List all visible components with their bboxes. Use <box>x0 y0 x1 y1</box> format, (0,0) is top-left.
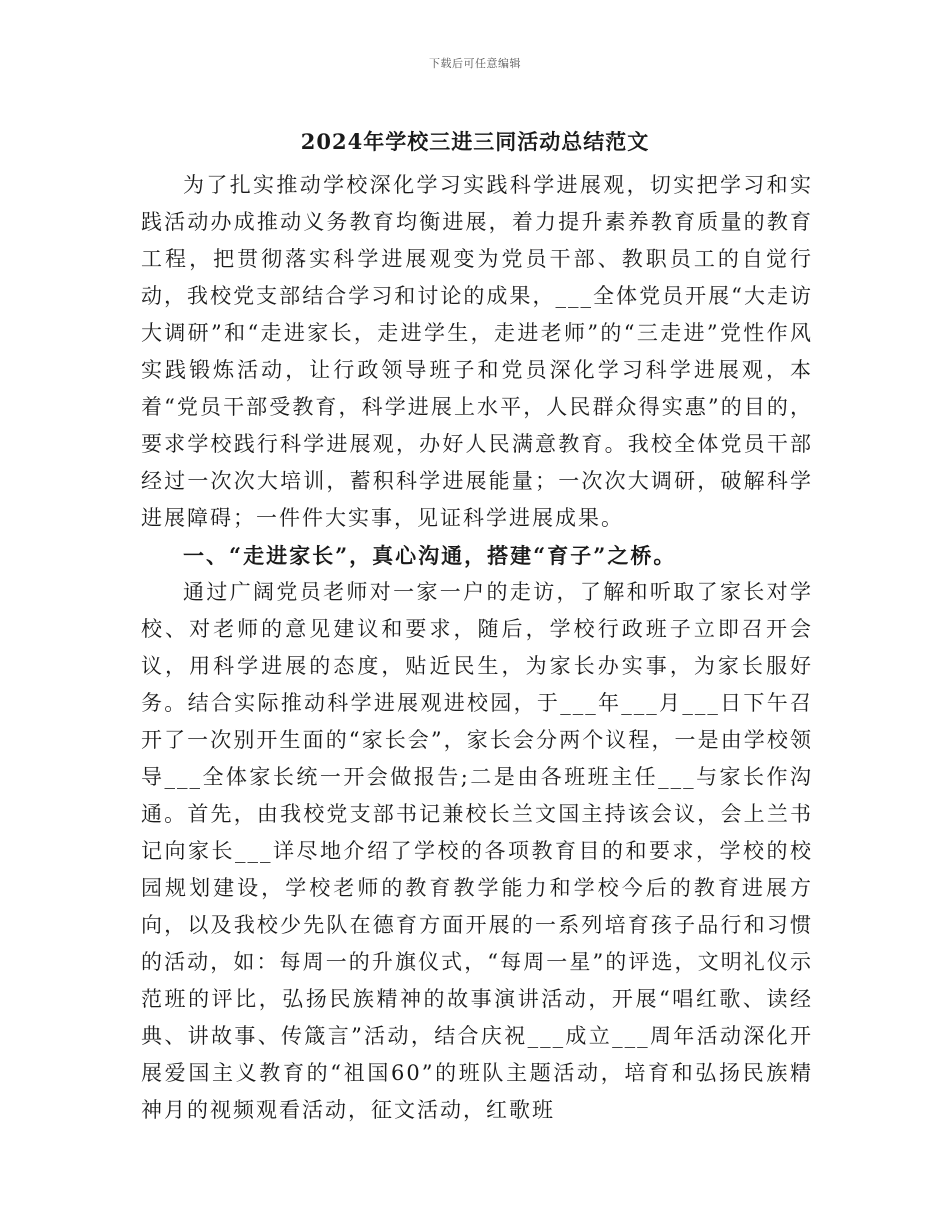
document-title: 2024年学校三进三同活动总结范文 <box>300 129 650 154</box>
intro-paragraph: 为了扎实推动学校深化学习实践科学进展观，切实把学习和实践活动办成推动义务教育均衡进展，着力提升素养教育质量的教育工程，把贯彻落实科学进展观变为党员干部、教职员工的自觉行动，我校党支部结合学习和讨论的成果，___全体党员开展“大走访大调研”和“走进家长，走进学生，走进老师”的“三走进”党性作风实践锻炼活动，让行政领导班子和党员深化学习科学进展观，本着“党员干部受教育，科学进展上水平，人民群众得实惠”的目的，要求学校践行科学进展观，办好人民满意教育。我校全体党员干部经过一次次大培训，蓄积科学进展能量；一次次大调研，破解科学进展障碍；一件件大实事，见证科学进展成果。 <box>141 173 813 530</box>
header-note: 下载后可任意编辑 <box>429 57 521 70</box>
section-paragraph: 通过广阔党员老师对一家一户的走访，了解和听取了家长对学校、对老师的意见建议和要求，随后，学校行政班子立即召开会议，用科学进展的态度，贴近民生，为家长办实事，为家长服好务。结合实际推动科学进展观进校园，于___年___月___日下午召开了一次别开生面的“家长会”，家长会分两个议程，一是由学校领导___全体家长统一开会做报告;二是由各班班主任___与家长作沟通。首先，由我校党支部书记兼校长兰文国主持该会议，会上兰书记向家长___详尽地介绍了学校的各项教育目的和要求，学校的校园规划建设，学校老师的教育教学能力和学校今后的教育进展方向，以及我校少先队在德育方面开展的一系列培育孩子品行和习惯的活动，如：每周一的升旗仪式，“每周一星”的评选，文明礼仪示范班的评比，弘扬民族精神的故事演讲活动，开展“唱红歌、读经典、讲故事、传箴言”活动，结合庆祝___成立___周年活动深化开展爱国主义教育的“祖国60”的班队主题活动，培育和弘扬民族精神月的视频观看活动，征文活动，红歌班 <box>141 580 813 1122</box>
section-heading: 一、“走进家长”，真心沟通，搭建“育子”之桥。 <box>183 543 677 568</box>
document-body <box>141 167 813 1129</box>
